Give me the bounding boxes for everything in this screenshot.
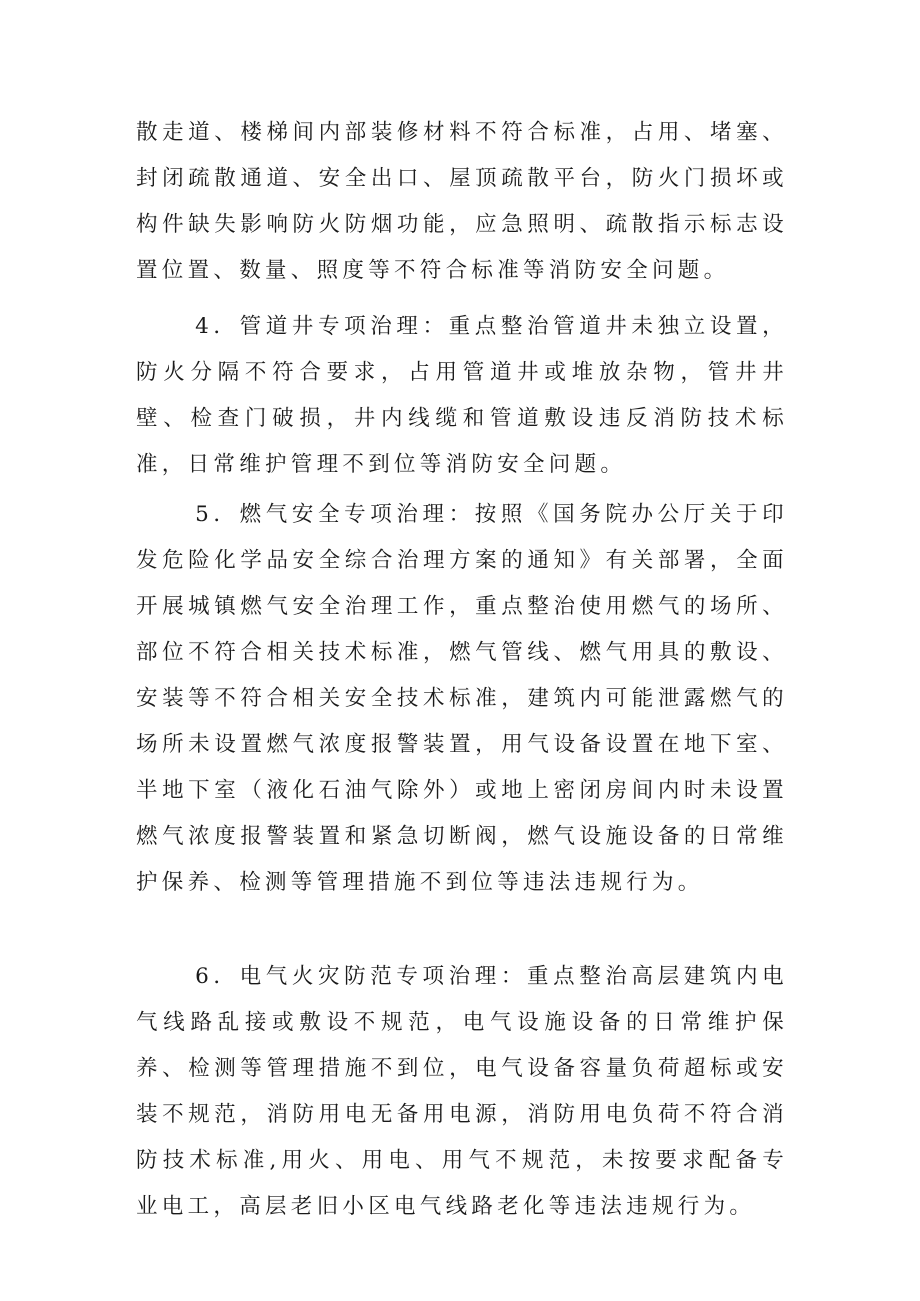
paragraph-text: 4．管道井专项治理：重点整治管道井未独立设置，防火分隔不符合要求，占用管道井或堆放杂物，管井井壁、检查门破损，井内线缆和管道敷设违反消防技术标准，日常维护管理不到位等消防安全问题。 — [136, 314, 788, 477]
paragraph-text: 6．电气火灾防范专项治理：重点整治高层建筑内电气线路乱接或敷设不规范，电气设施设备的日常维护保养、检测等管理措施不到位，电气设备容量负荷超标或安装不规范，消防用电无备用电源，消防用电负荷不符合消防技术标准,用火、用电、用气不规范，未按要求配备专业电工，高层老旧小区电气线路老化等违法违规行为。 — [136, 964, 788, 1219]
paragraph-text: 散走道、楼梯间内部装修材料不符合标准，占用、堵塞、封闭疏散通道、安全出口、屋顶疏散平台，防火门损坏或构件缺失影响防火防烟功能，应急照明、疏散指示标志设置位置、数量、照度等不符合标准等消防安全问题。 — [136, 120, 788, 283]
paragraph-text: 5．燃气安全专项治理：按照《国务院办公厅关于印发危险化学品安全综合治理方案的通知》有关部署，全面开展城镇燃气安全治理工作，重点整治使用燃气的场所、部位不符合相关技术标准，燃气管线、燃气用具的敷设、安装等不符合相关安全技术标准，建筑内可能泄露燃气的场所未设置燃气浓度报警装置，用气设备设置在地下室、半地下室（液化石油气除外）或地上密闭房间内时未设置燃气浓度报警装置和紧急切断阀，燃气设施设备的日常维护保养、检测等管理措施不到位等违法违规行为。 — [136, 502, 788, 895]
paragraph-continued-evacuation — [136, 110, 788, 294]
paragraph-gas-safety-governance — [136, 492, 788, 906]
paragraph-electrical-fire-prevention — [136, 954, 788, 1230]
paragraph-pipe-shaft-governance — [136, 304, 788, 488]
